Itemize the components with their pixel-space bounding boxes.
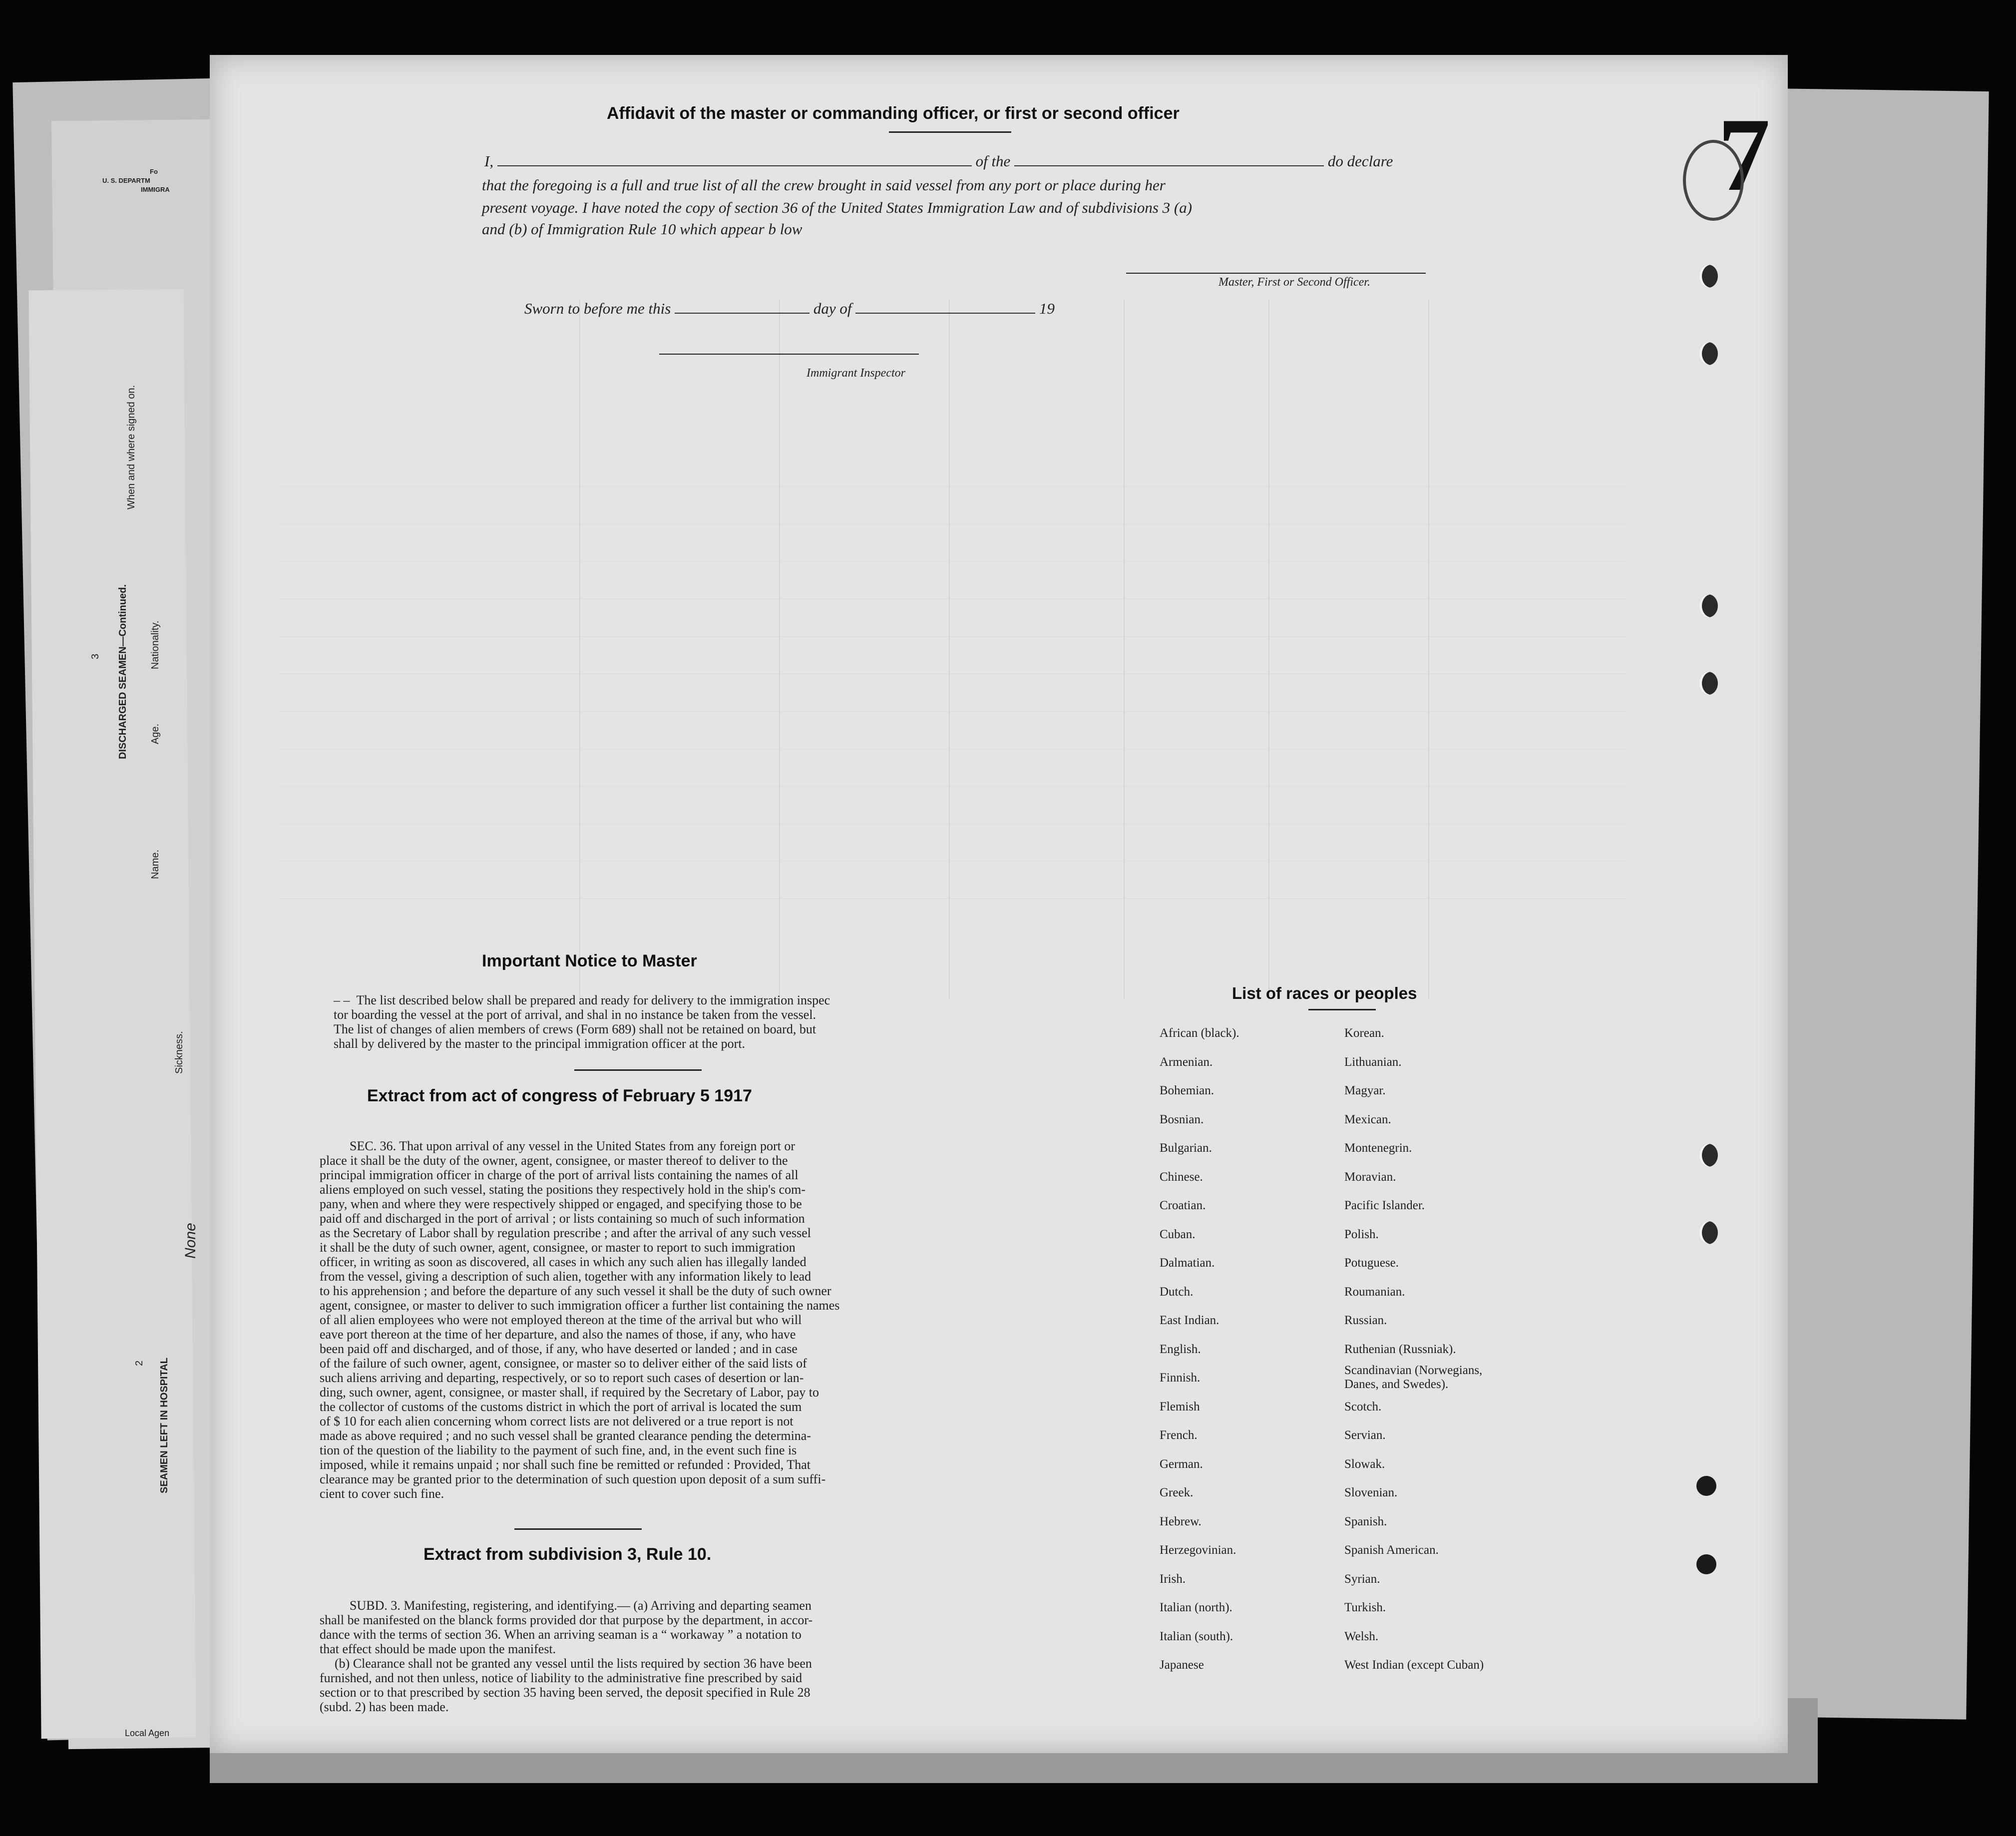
act-line: of all alien employees who were not employed thereon at the time of the arrival but who will <box>320 1313 802 1327</box>
punch-hole <box>1696 1476 1716 1496</box>
race-item: Welsh. <box>1344 1629 1379 1643</box>
notice-line: tor boarding the vessel at the port of arrival, and shal in no instance be taken from the vessel. <box>334 1007 816 1022</box>
affidavit-line: that the foregoing is a full and true list of all the crew brought in said vessel from any port or place during her <box>482 176 1166 194</box>
race-item: Magyar. <box>1344 1084 1386 1097</box>
act-line: agent, consignee, or master to deliver to such immigration officer a further list containing the names <box>320 1298 840 1313</box>
race-item: Bohemian. <box>1160 1084 1214 1097</box>
race-item: Greek. <box>1160 1486 1194 1499</box>
race-item: Chinese. <box>1160 1170 1203 1184</box>
race-item: Slowak. <box>1344 1457 1385 1471</box>
act-line: made as above required ; and no such vessel shall be granted clearance pending the determina- <box>320 1428 811 1443</box>
race-item: Croatian. <box>1160 1199 1206 1212</box>
race-item: Japanese <box>1160 1658 1204 1672</box>
act-line: principal immigration officer in charge of the port of arrival lists containing the names of all <box>320 1168 799 1182</box>
race-item: Roumanian. <box>1344 1285 1405 1299</box>
race-item: Dalmatian. <box>1160 1256 1215 1270</box>
affidavit-line: present voyage. I have noted the copy of section 36 of the United States Immigration Law and of subdivisions 3 (a) <box>482 199 1193 216</box>
act-line: pany, when and where they were respectively shipped or engaged, and specifying those to be <box>320 1197 802 1211</box>
race-item: Armenian. <box>1160 1055 1213 1069</box>
race-item: Herzegovinian. <box>1160 1543 1236 1557</box>
affidavit-title: Affidavit of the master or commanding officer, or first or second officer <box>607 104 1180 123</box>
race-item: Syrian. <box>1344 1572 1380 1586</box>
act-line: imposed, while it remains unpaid ; nor shall such fine be remitted or refunded : Provided, That <box>320 1457 810 1472</box>
race-item: Italian (north). <box>1160 1601 1232 1614</box>
notice-title: Important Notice to Master <box>482 951 697 970</box>
side-form <box>28 289 196 1739</box>
column-age: Age. <box>150 723 161 744</box>
race-item: Cuban. <box>1160 1227 1196 1241</box>
race-item: Polish. <box>1344 1227 1379 1241</box>
side-form-tag: Fo <box>150 168 158 175</box>
rule-line: furnished, and not then unless, notice of liability to the administrative fine prescribed by said <box>320 1671 803 1685</box>
rule-extract-title: Extract from subdivision 3, Rule 10. <box>423 1545 712 1564</box>
race-item: Korean. <box>1344 1026 1384 1040</box>
affidavit-line: and (b) of Immigration Rule 10 which appear b low <box>482 220 803 238</box>
race-item: Hebrew. <box>1160 1514 1202 1528</box>
sworn-day-label: day of <box>813 300 852 317</box>
race-item: Dutch. <box>1160 1285 1194 1299</box>
sworn-label: Sworn to before me this <box>524 300 671 317</box>
act-line: such aliens arriving and departing, respectively, or so to report such cases of desertion or lan- <box>320 1371 804 1385</box>
race-item: Finnish. <box>1160 1371 1201 1384</box>
act-line: from the vessel, giving a description of such alien, together with any information likely to lead <box>320 1269 811 1284</box>
rule-line: shall be manifested on the blanck forms provided dor that purpose by the department, in accor- <box>320 1613 813 1627</box>
races-title: List of races or peoples <box>1232 984 1417 1002</box>
punch-hole <box>1696 1554 1716 1574</box>
affidavit-of-label: of the <box>975 152 1011 170</box>
sworn-line <box>524 300 1055 318</box>
race-item: English. <box>1160 1342 1201 1356</box>
rule-line: (b) Clearance shall not be granted any vessel until the lists required by section 36 have been <box>335 1656 812 1671</box>
act-line: of the failure of such owner, agent, consignee, or master so to deliver either of the said lists of <box>320 1356 807 1371</box>
act-line: as the Secretary of Labor shall by regulation prescribe ; and after the arrival of any such vessel <box>320 1226 811 1240</box>
race-item: Moravian. <box>1344 1170 1396 1184</box>
race-item: Ruthenian (Russniak). <box>1344 1342 1456 1356</box>
act-line: ding, such owner, agent, consignee, or master shall, if required by the Secretary of Labor, pay to <box>320 1385 819 1399</box>
affidavit-i-label: I, <box>484 152 494 170</box>
race-item: Pacific Islander. <box>1344 1199 1425 1212</box>
race-item: Mexican. <box>1344 1112 1391 1126</box>
affidavit-line-i <box>484 152 1393 170</box>
act-line: aliens employed on such vessel, stating the positions they respectively hold in the ship's com- <box>320 1182 806 1197</box>
punch-hole <box>1699 1144 1718 1167</box>
race-item: Bulgarian. <box>1160 1141 1212 1155</box>
act-line: tion of the question of the liability to the payment of such fine, and, in the event such fine is <box>320 1443 797 1457</box>
punch-hole <box>1699 265 1718 288</box>
race-item: Slovenian. <box>1344 1486 1398 1499</box>
column-sickness: Sickness. <box>174 1031 185 1074</box>
notice-line: shall by delivered by the master to the principal immigration officer at the port. <box>334 1036 746 1051</box>
race-item: Italian (south). <box>1160 1629 1233 1643</box>
race-item: Scandinavian (Norwegians, Danes, and Swedes). <box>1344 1364 1483 1391</box>
notice-line: The list described below shall be prepared and ready for delivery to the immigration inspec <box>356 993 830 1007</box>
inspector-label: Immigrant Inspector <box>806 367 905 380</box>
signature-label: Master, First or Second Officer. <box>1218 276 1370 289</box>
ghost-grid <box>280 450 1628 899</box>
race-item: Lithuanian. <box>1344 1055 1402 1069</box>
affidavit-declare-label: do declare <box>1327 152 1393 170</box>
act-line: SEC. 36. That upon arrival of any vessel in the United States from any foreign port or <box>350 1139 795 1153</box>
act-line: paid off and discharged in the port of arrival ; or lists containing so much of such information <box>320 1211 805 1226</box>
rule-line: that effect should be made upon the manifest. <box>320 1642 556 1656</box>
race-item: Potuguese. <box>1344 1256 1399 1270</box>
race-item: East Indian. <box>1160 1314 1219 1327</box>
act-extract-body <box>320 1139 899 1501</box>
section-3-title: DISCHARGED SEAMEN—Continued. <box>117 584 128 759</box>
side-form-tag: U. S. DEPARTM <box>102 177 150 184</box>
rule-line: dance with the terms of section 36. When an arriving seaman is a “ workaway ” a notation to <box>320 1627 802 1642</box>
act-line: clearance may be granted prior to the determination of such question upon deposit of a sum suffi- <box>320 1472 826 1486</box>
rule-line: section or to that prescribed by section 35 having been served, the deposit specified in Rule 28 <box>320 1685 810 1700</box>
page-number: 7 <box>1718 97 1770 213</box>
race-item: West Indian (except Cuban) <box>1344 1658 1484 1672</box>
race-item: German. <box>1160 1457 1203 1471</box>
race-item: Irish. <box>1160 1572 1186 1586</box>
race-item: African (black). <box>1160 1026 1239 1040</box>
act-line: eave port thereon at the time of her departure, and also the names of those, if any, who have <box>320 1327 796 1342</box>
handwritten-none: None <box>182 1223 199 1259</box>
column-when-signed: When and where signed on. <box>126 385 137 509</box>
punch-hole <box>1699 672 1718 695</box>
side-form-tag: IMMIGRA <box>141 186 170 193</box>
act-line: of $ 10 for each alien concerning whom correct lists are not delivered or a true report is not <box>320 1414 794 1428</box>
race-item: Servian. <box>1344 1428 1386 1442</box>
handwritten-mark <box>1683 140 1744 221</box>
notice-body <box>334 993 908 1051</box>
rule-line: (subd. 2) has been made. <box>320 1700 449 1714</box>
act-line: been paid off and discharged, and of those, if any, who have deserted or landed ; and in case <box>320 1342 798 1356</box>
race-item: Spanish. <box>1344 1514 1387 1528</box>
punch-hole <box>1699 594 1718 617</box>
act-line: it shall be the duty of such owner, agent, consignee, or master to report to such immigration <box>320 1240 796 1255</box>
race-item: Turkish. <box>1344 1601 1386 1614</box>
sworn-year: 19 <box>1039 300 1055 317</box>
act-line: to his apprehension ; and before the departure of any such vessel it shall be the duty of such owner <box>320 1284 831 1298</box>
races-column-2 <box>1344 1019 1494 1680</box>
race-item: Montenegrin. <box>1344 1141 1412 1155</box>
race-item: Bosnian. <box>1160 1112 1204 1126</box>
punch-hole <box>1699 1221 1718 1244</box>
act-line: the collector of customs of the customs district in which the port of arrival is located the sum <box>320 1399 802 1414</box>
rule-line: SUBD. 3. Manifesting, registering, and identifying.— (a) Arriving and departing seamen <box>350 1598 811 1613</box>
act-line: place it shall be the duty of the owner, agent, consignee, or master thereof to deliver to the <box>320 1153 788 1168</box>
notice-dash: – – <box>334 993 350 1007</box>
act-line: officer, in writing as soon as discovered, all cases in which any such alien has illegally landed <box>320 1255 806 1269</box>
race-item: Russian. <box>1344 1314 1387 1327</box>
rule-extract-body <box>320 1598 899 1714</box>
background-paper <box>1756 88 1989 1720</box>
column-nationality: Nationality. <box>150 620 161 669</box>
side-form-footer: Local Agen <box>125 1728 170 1738</box>
races-column-1 <box>1160 1019 1239 1680</box>
act-extract-title: Extract from act of congress of February 5 1917 <box>367 1086 752 1105</box>
race-item: Spanish American. <box>1344 1543 1439 1557</box>
punch-hole <box>1699 342 1718 365</box>
section-2-number: 2 <box>134 1360 145 1366</box>
race-item: French. <box>1160 1428 1198 1442</box>
race-item: Scotch. <box>1344 1399 1382 1413</box>
section-2-title: SEAMEN LEFT IN HOSPITAL <box>159 1358 170 1493</box>
section-3-number: 3 <box>90 653 101 659</box>
notice-line: The list of changes of alien members of crews (Form 689) shall not be retained on board, but <box>334 1022 816 1036</box>
act-line: cient to cover such fine. <box>320 1486 444 1501</box>
race-item: Flemish <box>1160 1399 1200 1413</box>
column-name: Name. <box>150 850 161 879</box>
